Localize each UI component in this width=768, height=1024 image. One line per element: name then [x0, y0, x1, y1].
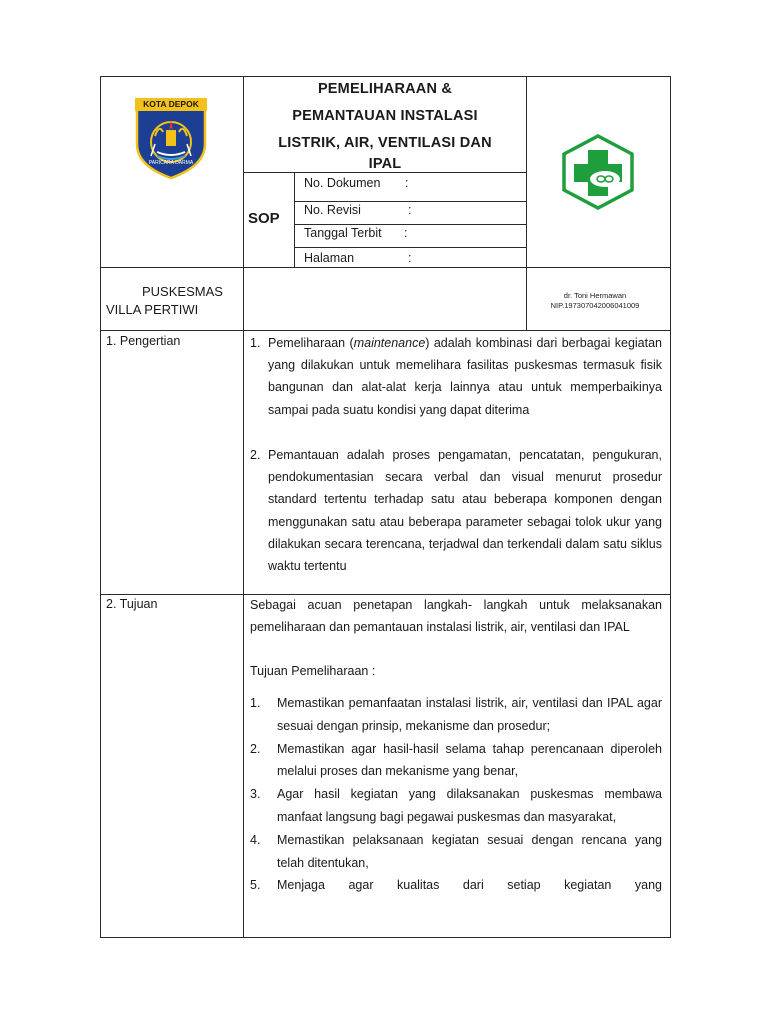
list-text	[268, 332, 662, 421]
list-number: 2.	[250, 741, 261, 756]
tujuan-subheading: Tujuan Pemeliharaan :	[250, 664, 376, 678]
kemenkes-cross-logo	[560, 133, 636, 211]
pengertian-item	[250, 444, 662, 577]
pengertian-item	[250, 332, 662, 421]
list-number: 1.	[250, 336, 261, 350]
list-item	[250, 692, 662, 738]
table-border-bottom	[100, 937, 671, 938]
meta-colon: :	[404, 226, 408, 240]
section-label-tujuan: 2. Tujuan	[106, 597, 158, 611]
title-line: PEMANTAUAN INSTALASI	[292, 108, 478, 124]
body-divider	[243, 330, 244, 938]
list-text: Memastikan pemanfaatan instalasi listrik, air, ventilasi dan IPAL agar sesuai dengan prinsip, mekanisme dan prosedur;	[277, 696, 662, 733]
kota-depok-emblem	[133, 96, 209, 180]
meta-divider-vertical	[294, 172, 295, 267]
title-line: IPAL	[368, 156, 402, 172]
text-part: Pemeliharaan (	[268, 336, 354, 350]
list-item	[250, 874, 662, 897]
list-text: Pemantauan adalah proses pengamatan, pencatatan, pengukuran, pendokumentasian secara verbal dan visual menurut prosedur standard tertentu terhadap satu atau beberapa komponen dengan menggunakan satu atau beberapa parameter sebagai tolok ukur yang dilakukan secara terencana, terjadwal dan terkendali dalam satu siklus waktu tertentu	[268, 448, 662, 574]
title-divider	[243, 172, 527, 173]
meta-row-line	[294, 201, 527, 202]
title-line: LISTRIK, AIR, VENTILASI DAN	[278, 135, 492, 151]
sop-label: SOP	[248, 210, 280, 227]
text-part: ) adalah kombinasi dari berbagai kegiatan yang dilakukan untuk memelihara fasilitas puskesmas termasuk fisik bangunan dan alat-alat kerja lainnya atau untuk memperbaikinya sampai pada suatu kondisi yang dapat diterima	[268, 336, 663, 417]
meta-label: Halaman	[304, 251, 355, 265]
pengertian-content	[248, 330, 666, 594]
meta-colon: :	[405, 176, 409, 190]
meta-label: No. Revisi	[304, 203, 361, 217]
list-text: Memastikan agar hasil-hasil selama tahap perencanaan diperoleh melalui proses dan mekanisme yang benar,	[277, 741, 662, 779]
list-number: 1.	[250, 696, 261, 710]
meta-colon: :	[408, 203, 412, 217]
list-text: Agar hasil kegiatan yang dilaksanakan puskesmas membawa manfaat langsung bagi pegawai puskesmas dan masyarakat,	[277, 787, 662, 824]
title-line: PEMELIHARAAN &	[317, 81, 453, 97]
meta-row-revisi	[304, 203, 412, 217]
meta-label: Tanggal Terbit	[304, 226, 382, 240]
list-number: 4.	[250, 832, 261, 847]
org-line-1: PUSKESMAS	[142, 284, 223, 299]
meta-row-dokumen	[304, 176, 409, 190]
header-divider-right	[526, 76, 527, 330]
list-text: Memastikan pelaksanaan kegiatan sesuai dengan rencana yang telah ditentukan,	[277, 832, 662, 870]
organization-name	[106, 283, 223, 319]
header-bottom-line	[100, 267, 671, 268]
meta-colon: :	[408, 251, 412, 265]
list-item	[250, 829, 662, 875]
meta-row-line	[294, 247, 527, 248]
tujuan-intro: Sebagai acuan penetapan langkah- langkah untuk melaksanakan pemeliharaan dan pemantauan instalasi listrik, air, ventilasi dan IPAL	[250, 598, 662, 635]
meta-label: No. Dokumen	[304, 176, 381, 190]
text-emphasis: maintenance	[353, 336, 426, 350]
emblem-motto-text: PARICARA DARMA	[148, 160, 194, 166]
table-border-right	[670, 76, 671, 938]
tujuan-list	[250, 692, 662, 897]
list-item	[250, 783, 662, 829]
meta-row-halaman	[304, 251, 412, 265]
header-divider-left	[243, 76, 244, 330]
list-number: 2.	[250, 448, 261, 462]
document-title	[245, 76, 525, 171]
table-border-left	[100, 76, 101, 938]
org-line-2: VILLA PERTIWI	[106, 302, 199, 317]
emblem-banner-text: KOTA DEPOK	[143, 99, 199, 109]
signer-name: dr. Toni Hermawan	[563, 291, 627, 300]
list-number: 3.	[250, 787, 261, 802]
section-label-pengertian: 1. Pengertian	[106, 334, 181, 348]
list-text: Menjaga agar kualitas dari setiap kegiatan yang	[277, 878, 662, 893]
tujuan-list-container	[248, 692, 666, 937]
list-item	[250, 738, 662, 784]
list-number: 5.	[250, 878, 261, 893]
meta-row-tanggal	[304, 226, 408, 240]
meta-row-line	[294, 224, 527, 225]
signer-nip: NIP.197307042006041009	[550, 301, 640, 310]
